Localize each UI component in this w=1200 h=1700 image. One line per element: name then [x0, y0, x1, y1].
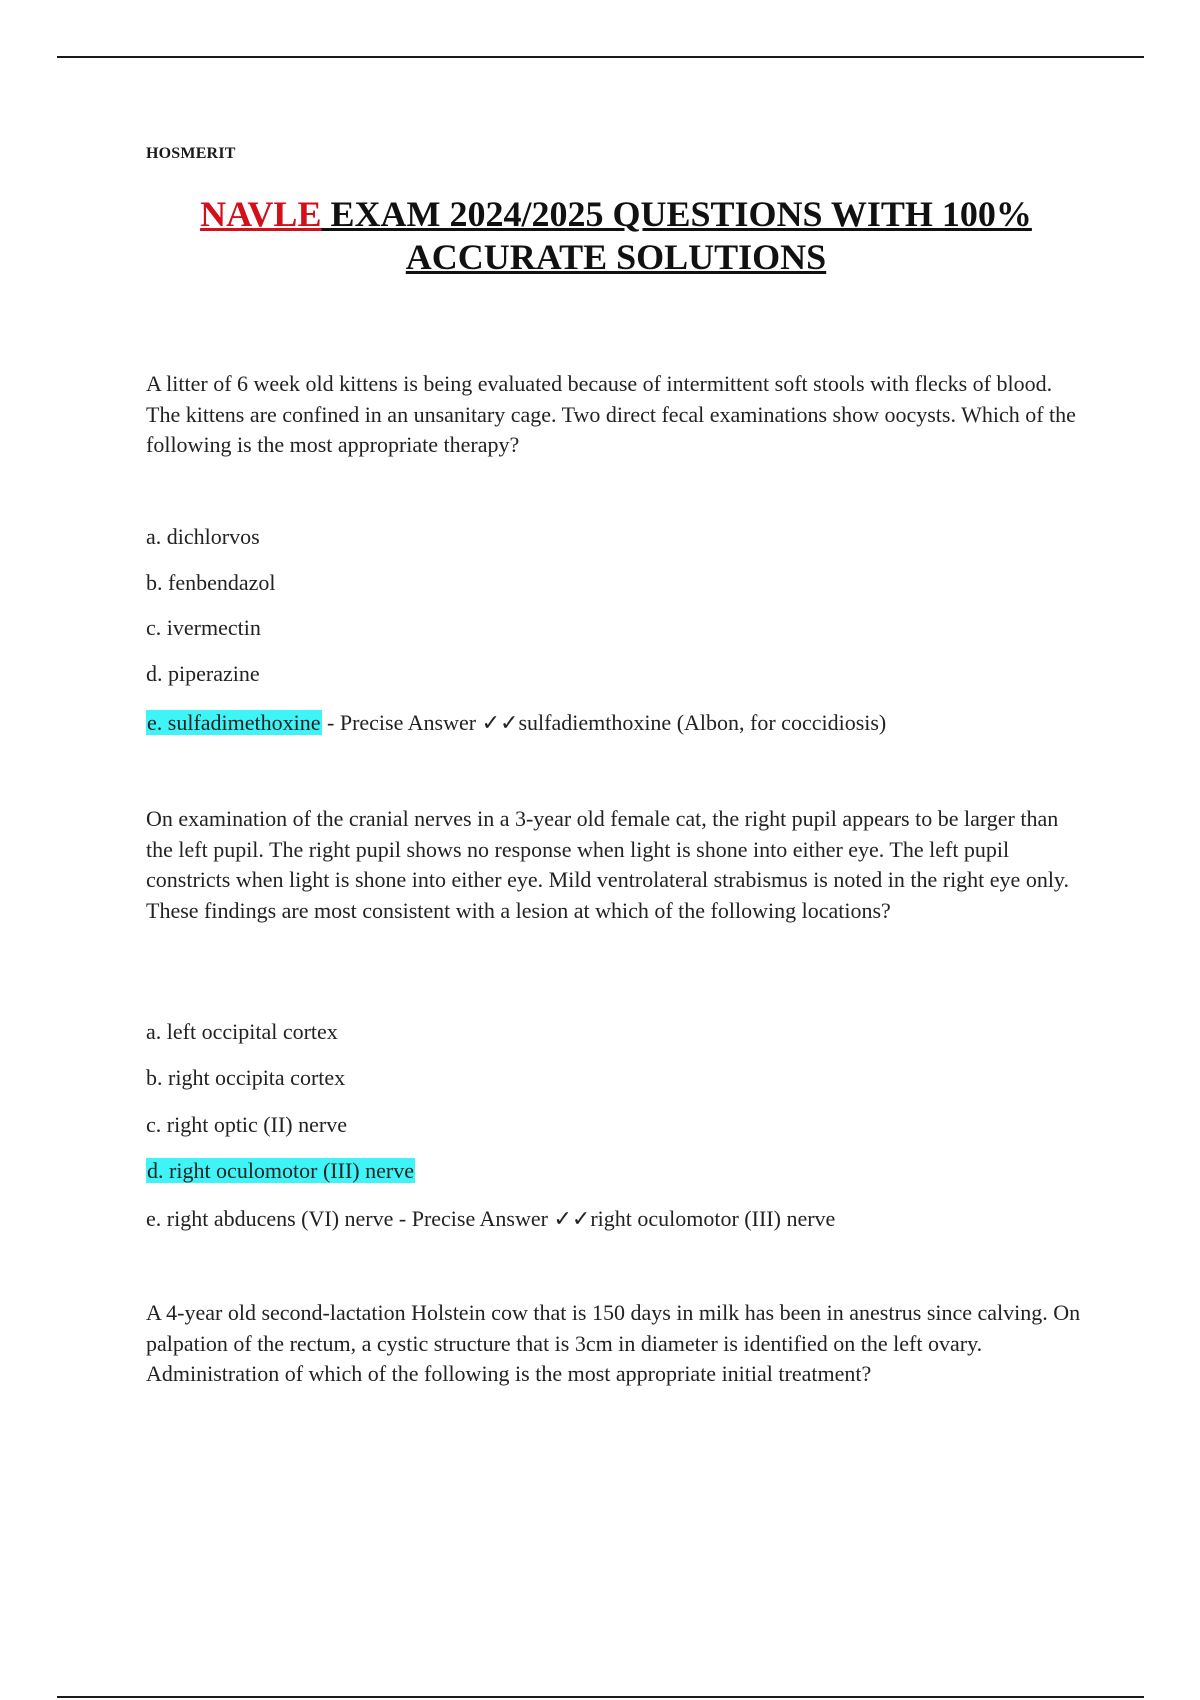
bottom-rule — [57, 1696, 1144, 1698]
question-2-option-e: e. right abducens (VI) nerve - Precise Answer ✓✓right oculomotor (III) nerve — [146, 1206, 836, 1231]
document-header: HOSMERIT — [146, 145, 236, 162]
title-line1: EXAM 2024/2025 QUESTIONS WITH 100% — [321, 194, 1032, 234]
question-1-option-e — [146, 709, 886, 737]
question-2-correct-highlight: d. right oculomotor (III) nerve — [147, 1158, 414, 1183]
question-1-option-d: d. piperazine — [146, 661, 260, 686]
question-1-option-a: a. dichlorvos — [146, 524, 260, 549]
question-2-option-b: b. right occipita cortex — [146, 1065, 346, 1090]
question-1-text: A litter of 6 week old kittens is being evaluated because of intermittent soft stools with flecks of blood. The kittens are confined in an unsanitary cage. Two direct fecal examinations show oocysts. Which of the following is the most appropriate therapy? — [146, 371, 1076, 457]
document-title — [136, 193, 1096, 279]
question-1-answer: - Precise Answer ✓✓sulfadiemthoxine (Albon, for coccidiosis) — [321, 710, 887, 735]
title-line2: ACCURATE SOLUTIONS — [405, 237, 827, 277]
question-1-option-c: c. ivermectin — [146, 615, 261, 640]
question-3-text: A 4-year old second-lactation Holstein cow that is 150 days in milk has been in anestrus since calving. On palpation of the rectum, a cystic structure that is 3cm in diameter is identified on the left ovary. Administration of which of the following is the most appropriate initial treatment? — [146, 1300, 1081, 1386]
question-1-correct-highlight: e. sulfadimethoxine — [147, 710, 321, 735]
question-1-option-b: b. fenbendazol — [146, 570, 276, 595]
question-2-text: On examination of the cranial nerves in a 3-year old female cat, the right pupil appears to be larger than the left pupil. The right pupil shows no response when light is shone into either eye. The left pupil constricts when light is shone into either eye. Mild ventrolateral strabismus is noted in the right eye only. These findings are most consistent with a lesion at which of the following locations? — [146, 806, 1070, 923]
question-2-option-c: c. right optic (II) nerve — [146, 1112, 347, 1137]
title-navle: NAVLE — [200, 194, 322, 234]
question-2-option-d — [146, 1157, 415, 1185]
question-2-option-a: a. left occipital cortex — [146, 1019, 338, 1044]
top-rule — [57, 56, 1144, 58]
